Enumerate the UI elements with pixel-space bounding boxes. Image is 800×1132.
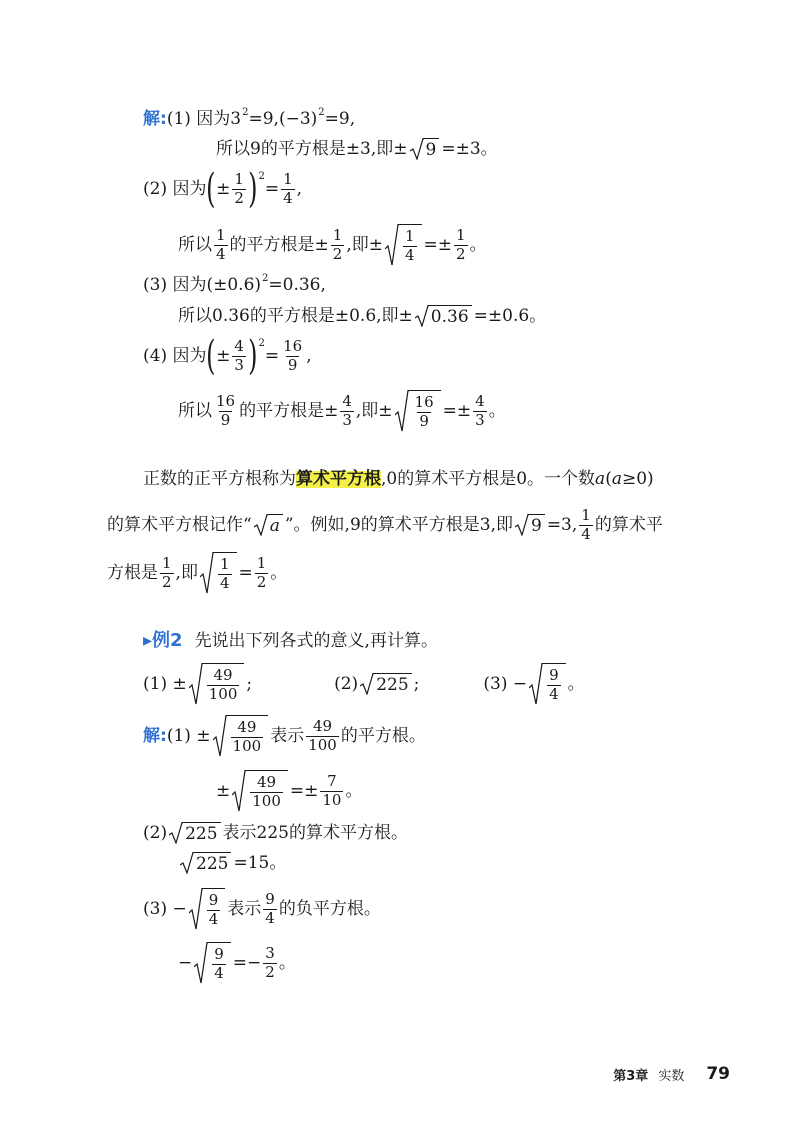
sqrt-expression: $\frac{49}{100}$ xyxy=(213,715,269,757)
highlight-term: 算术平方根 xyxy=(296,469,381,489)
definition-line2: 的算术平方根记作“ a ”。例如,9的算术平方根是3,即 9 =3, $\frac{1}{4}$ 的算术平 xyxy=(107,506,663,543)
fraction: $\frac{4}{3}$ xyxy=(475,391,485,429)
sol1-part1-line1: 解: (1) 因为3 2 =9,(−3) 2 =9, xyxy=(143,106,356,129)
fraction: $\frac{4}{3}$ xyxy=(342,391,352,429)
sol1-part2-line2: 所以 $\frac{1}{4}$ 的平方根是± $\frac{1}{2}$ ,即± $\frac{1}{4}$ =± $\frac{1}{2}$ 。 xyxy=(178,225,487,264)
sqrt-expression: 0.36 xyxy=(415,305,472,327)
sol1-part4-line1: (4) 因为 ( ± $\frac{4}{3}$ ) 2 = $\frac{16}{9}$ , xyxy=(143,333,312,379)
fraction: $\frac{1}{2}$ xyxy=(256,553,267,591)
definition-line1: 正数的正平方根称为 算术平方根 ,0的算术平方根是0。一个数 a ( a ≥0) xyxy=(143,469,654,489)
page-footer xyxy=(613,1064,730,1084)
fraction: $\frac{49}{100}$ xyxy=(308,716,337,754)
sqrt-expression: 225 xyxy=(360,673,411,695)
example2-items: (1) ± $\frac{49}{100}$ ; (2) 225 ; (3) − $\frac{9}{4}$ 。 xyxy=(143,663,585,705)
page-number: 79 xyxy=(706,1064,730,1084)
fraction: $\frac{1}{2}$ xyxy=(234,169,244,207)
chapter-title: 实数 xyxy=(658,1068,685,1084)
fraction: $\frac{1}{4}$ xyxy=(216,225,226,263)
sol2-part3-line1: (3) − $\frac{9}{4}$ 表示 $\frac{9}{4}$ 的负平方根。 xyxy=(143,889,381,928)
sqrt-expression: $\frac{1}{4}$ xyxy=(200,552,237,594)
fraction: $\frac{7}{10}$ xyxy=(322,771,342,809)
sqrt-expression: $\frac{9}{4}$ xyxy=(189,888,226,930)
sqrt-expression: a xyxy=(254,514,283,536)
sol2-part1-line1: 解: (1) ± $\frac{49}{100}$ 表示 $\frac{49}{100}$ 的平方根。 xyxy=(143,716,426,755)
fraction: $\frac{1}{2}$ xyxy=(332,225,343,263)
sqrt-expression: $\frac{16}{9}$ xyxy=(395,390,441,432)
fraction: $\frac{9}{4}$ xyxy=(265,889,275,927)
fraction: $\frac{1}{4}$ xyxy=(283,169,293,207)
sqrt-expression: 9 xyxy=(410,138,440,160)
definition-line3: 方根是 $\frac{1}{2}$ ,即 $\frac{1}{4}$ = $\frac{1}{2}$ 。 xyxy=(107,553,288,592)
sol2-part2-line1: (2) 225 表示225的算术平方根。 xyxy=(143,822,408,844)
sqrt-expression: $\frac{1}{4}$ xyxy=(385,224,422,266)
sqrt-expression: 225 xyxy=(169,822,220,844)
fraction: $\frac{16}{9}$ xyxy=(283,336,303,374)
fraction: $\frac{1}{4}$ xyxy=(581,506,591,543)
sol2-part2-line2: 225 =15。 xyxy=(178,852,286,874)
sqrt-expression: $\frac{9}{4}$ xyxy=(194,942,231,984)
sol1-part2-line1: (2) 因为 ( ± $\frac{1}{2}$ ) 2 = $\frac{1}{4}$ , xyxy=(143,166,303,212)
sol2-part3-line2: − $\frac{9}{4}$ =− $\frac{3}{2}$ 。 xyxy=(178,943,296,982)
sol1-part3-line1: (3) 因为(±0.6) 2 =0.36, xyxy=(143,272,326,295)
sqrt-expression: $\frac{9}{4}$ xyxy=(529,663,566,705)
example-prompt: 先说出下列各式的意义,再计算。 xyxy=(194,630,438,651)
fraction: $\frac{4}{3}$ xyxy=(234,336,244,374)
example-label: ▸例2 xyxy=(143,630,183,651)
sqrt-expression: $\frac{49}{100}$ xyxy=(232,770,288,812)
example2-heading xyxy=(143,632,438,650)
sol1-part4-line2: 所以 $\frac{16}{9}$ 的平方根是± $\frac{4}{3}$ ,即± $\frac{16}{9}$ =± $\frac{4}{3}$ 。 xyxy=(178,391,506,430)
solution-label: 解: xyxy=(143,109,167,129)
sol1-part1-line2: 所以9的平方根是±3,即± 9 =±3。 xyxy=(216,138,498,160)
fraction: $\frac{1}{2}$ xyxy=(456,225,466,263)
chapter-number: 第3章 xyxy=(613,1068,649,1084)
solution-label: 解: xyxy=(143,725,167,746)
fraction: $\frac{1}{2}$ xyxy=(162,553,172,591)
sqrt-expression: 9 xyxy=(515,514,545,536)
sol2-part1-line2: ± $\frac{49}{100}$ =± $\frac{7}{10}$ 。 xyxy=(216,771,363,810)
sol1-part3-line2: 所以0.36的平方根是±0.6,即± 0.36 =±0.6。 xyxy=(178,305,547,327)
sqrt-expression: $\frac{49}{100}$ xyxy=(189,663,245,705)
fraction: $\frac{3}{2}$ xyxy=(265,943,275,981)
fraction: $\frac{16}{9}$ xyxy=(216,391,236,429)
sqrt-expression: 225 xyxy=(180,852,231,874)
